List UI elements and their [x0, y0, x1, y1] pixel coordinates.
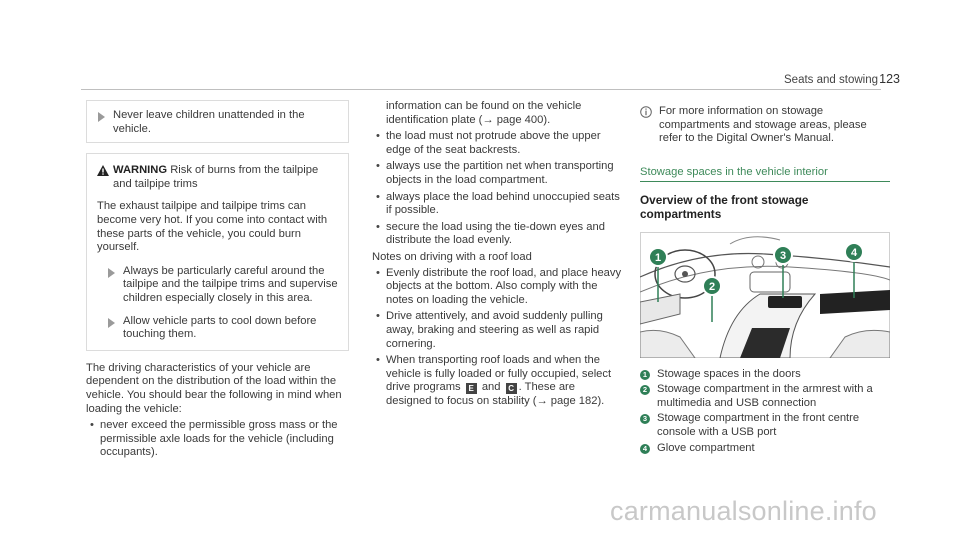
number-badge: 3 [640, 414, 650, 424]
warning-step [97, 315, 338, 342]
list-item: • Drive attentively, and avoid suddenly pulling away, braking and steering as well as rapid cornering. [372, 310, 622, 351]
loading-list [86, 419, 349, 460]
callout-4 [845, 243, 863, 261]
callout-1 [649, 248, 667, 266]
legend-text: Stowage compartment in the armrest with a multimedia and USB connection [657, 383, 873, 409]
legend-text: Stowage spaces in the doors [657, 367, 801, 380]
legend-text: Stowage compartment in the front centre console with a USB port [657, 412, 860, 438]
warning-box [86, 153, 349, 351]
arrow-icon [98, 112, 105, 122]
column-left [86, 100, 349, 463]
warning-body: The exhaust tailpipe and tailpipe trims can become very hot. If you come into contact with these parts of the vehicle, you could burn yourself. [97, 200, 328, 254]
loading-paragraph: The driving characteristics of your vehicle are dependent on the distribution of the load within the vehicle. You should bear the following in mind when loading the vehicle: [86, 361, 342, 415]
warning-step-text: Allow vehicle parts to cool down before touching them. [123, 314, 317, 341]
legend-item [640, 412, 890, 439]
legend-list [640, 368, 890, 456]
info-icon [640, 106, 652, 118]
loading-list-cont [372, 130, 622, 248]
section-name: Seats and stowing [784, 74, 878, 86]
section-title-text: Stowage spaces in the vehicle interior [640, 165, 828, 178]
note-box [86, 100, 349, 143]
callout-2 [703, 277, 721, 295]
column-right [640, 100, 890, 457]
roof-list [372, 267, 622, 409]
list-item: • always use the partition net when transporting objects in the load compartment. [372, 160, 622, 187]
watermark: carmanualsonline.info [610, 496, 877, 526]
warning-icon [97, 165, 109, 176]
svg-text:1: 1 [654, 251, 662, 264]
drive-program-text: When transporting roof loads and when the vehicle is fully loaded or fully occupied, select drive programs [386, 354, 612, 394]
callout-3 [774, 246, 792, 264]
arrow-icon [108, 318, 115, 328]
list-item: • never exceed the permissible gross mass or the permissible axle loads for the vehicle (including occupants). [86, 419, 349, 460]
svg-text:2: 2 [708, 280, 716, 293]
info-text: For more information on stowage compartments and stowage areas, please refer to the Digital Owner's Manual. [659, 105, 867, 145]
interior-illustration [640, 232, 890, 358]
number-badge: 2 [640, 385, 650, 395]
list-item: • the load must not protrude above the upper edge of the seat backrests. [372, 130, 622, 157]
warning-title: Risk of burns from the tailpipe and tailpipe trims [113, 164, 319, 190]
number-badge: 1 [640, 370, 650, 380]
note-item [87, 109, 336, 136]
drive-program-text-end: . These are designed to focus on stability (→ page 182). [386, 381, 605, 407]
warning-step-text: Always be particularly careful around the tailpipe and the tailpipe trims and supervise children especially closely in this area. [123, 264, 338, 304]
and-text: and [481, 381, 501, 394]
svg-text:4: 4 [850, 246, 858, 259]
svg-text:3: 3 [779, 249, 787, 262]
arrow-icon [108, 268, 115, 278]
info-note [640, 105, 890, 146]
page-number: 123 [879, 72, 900, 86]
drive-program-c-icon: C [506, 383, 517, 394]
note-text: Never leave children unattended in the vehicle. [113, 109, 305, 135]
header-divider [81, 89, 881, 90]
column-middle [372, 100, 622, 411]
legend-item [640, 442, 890, 456]
roof-heading: Notes on driving with a roof load [372, 250, 532, 263]
list-item: • always place the load behind unoccupied seats if possible. [372, 191, 622, 218]
list-item [372, 354, 622, 408]
legend-item [640, 368, 890, 382]
number-badge: 4 [640, 444, 650, 454]
warning-header [97, 164, 338, 191]
legend-item [640, 383, 890, 410]
list-item: • Evenly distribute the roof load, and place heavy objects at the bottom. Also comply with the notes on loading the vehicle. [372, 267, 622, 308]
warning-label: WARNING [113, 164, 168, 177]
warning-step [97, 265, 338, 306]
continued-text: information can be found on the vehicle identification plate (→ page 400). [386, 100, 582, 126]
legend-text: Glove compartment [657, 441, 755, 454]
overview-subtitle: Overview of the front stowage compartments [640, 193, 809, 221]
section-title [640, 166, 890, 183]
list-item: • secure the load using the tie-down eyes and distribute the load evenly. [372, 221, 622, 248]
drive-program-e-icon: E [466, 383, 477, 394]
